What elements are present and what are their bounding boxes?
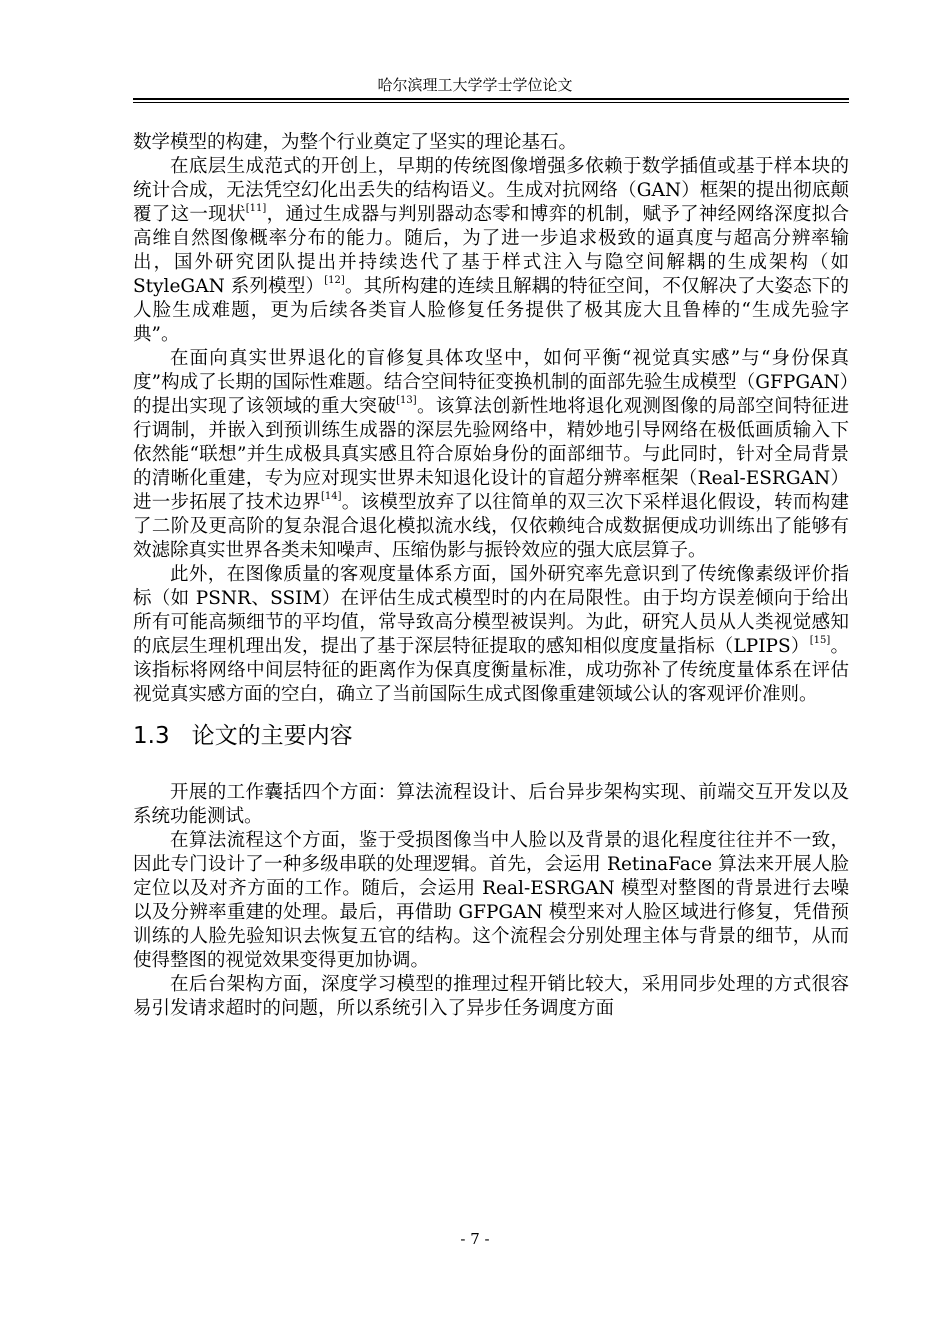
- citation-marker: [12]: [324, 274, 345, 286]
- page-number: - 7 -: [460, 1230, 490, 1248]
- paragraph-text: 数学模型的构建，为整个行业奠定了坚实的理论基石。: [133, 132, 578, 153]
- citation-marker: [14]: [320, 490, 342, 502]
- paragraph-text: ，通过生成器与判别器动态零和博弈的机制，赋予了神经网络深度拟合高维自然图像概率分布的能力。随后，为了进一步追求极致的逼真度与超高分辨率输出，国外研究团队提出并持续迭代了基于样式注入与隐空间解耦的生成架构（如 StyleGAN 系列模型）: [133, 204, 849, 297]
- body-content: [133, 131, 849, 1021]
- paragraph: [133, 973, 849, 1021]
- citation-marker: [15]: [809, 634, 831, 646]
- page-header: 哈尔滨理工大学学士学位论文: [377, 76, 573, 94]
- paragraph-text: 在算法流程这个方面，鉴于受损图像当中人脸以及背景的退化程度往往并不一致，因此专门设计了一种多级串联的处理逻辑。首先，会运用 RetinaFace 算法来开展人脸定位以及对齐方面的工作。随后，会运用 Real-ESRGAN 模型对整图的背景进行去噪以及分辨率重建的处理。最后，再借助 GFPGAN 模型来对人脸区域进行修复，凭借预训练的人脸先验知识去恢复五官的结构。这个流程会分别处理主体与背景的细节，从而使得整图的视觉效果变得更加协调。: [133, 830, 849, 971]
- paragraphs-before-section: [133, 131, 849, 707]
- paragraph-text: 在面向真实世界退化的盲修复具体攻坚中，如何平衡“视觉真实感”与“身份保真度”构成了长期的国际性难题。结合空间特征变换机制的面部先验生成模型（GFPGAN）的提出实现了该领域的重大突破: [133, 348, 849, 417]
- header-rule: [133, 98, 849, 103]
- paragraph: [133, 781, 849, 829]
- paragraph-text: 在底层生成范式的开创上，早期的传统图像增强多依赖于数学插值或基于样本块的统计合成，无法凭空幻化出丢失的结构语义。生成对抗网络（GAN）框架的提出彻底颠覆了这一现状: [133, 156, 849, 225]
- paragraph-text: 。该模型放弃了以往简单的双三次下采样退化假设，转而构建了二阶及更高阶的复杂混合退化模拟流水线，仅依赖纯合成数据便成功训练出了能够有效滤除真实世界各类未知噪声、压缩伪影与振铃效应的强大底层算子。: [133, 492, 849, 561]
- paragraph-text: 开展的工作囊括四个方面：算法流程设计、后台异步架构实现、前端交互开发以及系统功能测试。: [133, 782, 849, 827]
- section-heading: [133, 721, 849, 751]
- paragraph-text: 。该算法创新性地将退化观测图像的局部空间特征进行调制，并嵌入到预训练生成器的深层先验网络中，精妙地引导网络在极低画质输入下依然能“联想”并生成极具真实感且符合原始身份的面部细节。与此同时，针对全局背景的清晰化重建，专为应对现实世界未知退化设计的盲超分辨率框架（Real-ESRGAN）进一步拓展了技术边界: [133, 396, 849, 513]
- paragraph: [133, 155, 849, 347]
- paragraph-text: 。该指标将网络中间层特征的距离作为保真度衡量标准，成功弥补了传统度量体系在评估视觉真实感方面的空白，确立了当前国际生成式图像重建领域公认的客观评价准则。: [133, 636, 849, 705]
- paragraphs-after-section: [133, 781, 849, 1021]
- paragraph: [133, 131, 849, 155]
- paragraph-text: 在后台架构方面，深度学习模型的推理过程开销比较大，采用同步处理的方式很容易引发请求超时的问题，所以系统引入了异步任务调度方面: [133, 974, 849, 1019]
- section-number: 1.3: [133, 723, 170, 749]
- paragraph: [133, 347, 849, 563]
- citation-marker: [11]: [245, 202, 267, 214]
- paragraph-text: 此外，在图像质量的客观度量体系方面，国外研究率先意识到了传统像素级评价指标（如 PSNR、SSIM）在评估生成式模型时的内在局限性。由于均方误差倾向于给出所有可能高频细节的平均值，常导致高分模型被误判。为此，研究人员从人类视觉感知的底层生理机理出发，提出了基于深层特征提取的感知相似度度量指标（LPIPS）: [133, 564, 849, 657]
- paragraph-text: 。其所构建的连续且解耦的特征空间，不仅解决了大姿态下的人脸生成难题，更为后续各类盲人脸修复任务提供了极其庞大且鲁棒的“生成先验字典”。: [133, 276, 849, 345]
- paragraph: [133, 829, 849, 973]
- citation-marker: [13]: [396, 394, 417, 406]
- section-title: 论文的主要内容: [191, 723, 353, 749]
- paragraph: [133, 563, 849, 707]
